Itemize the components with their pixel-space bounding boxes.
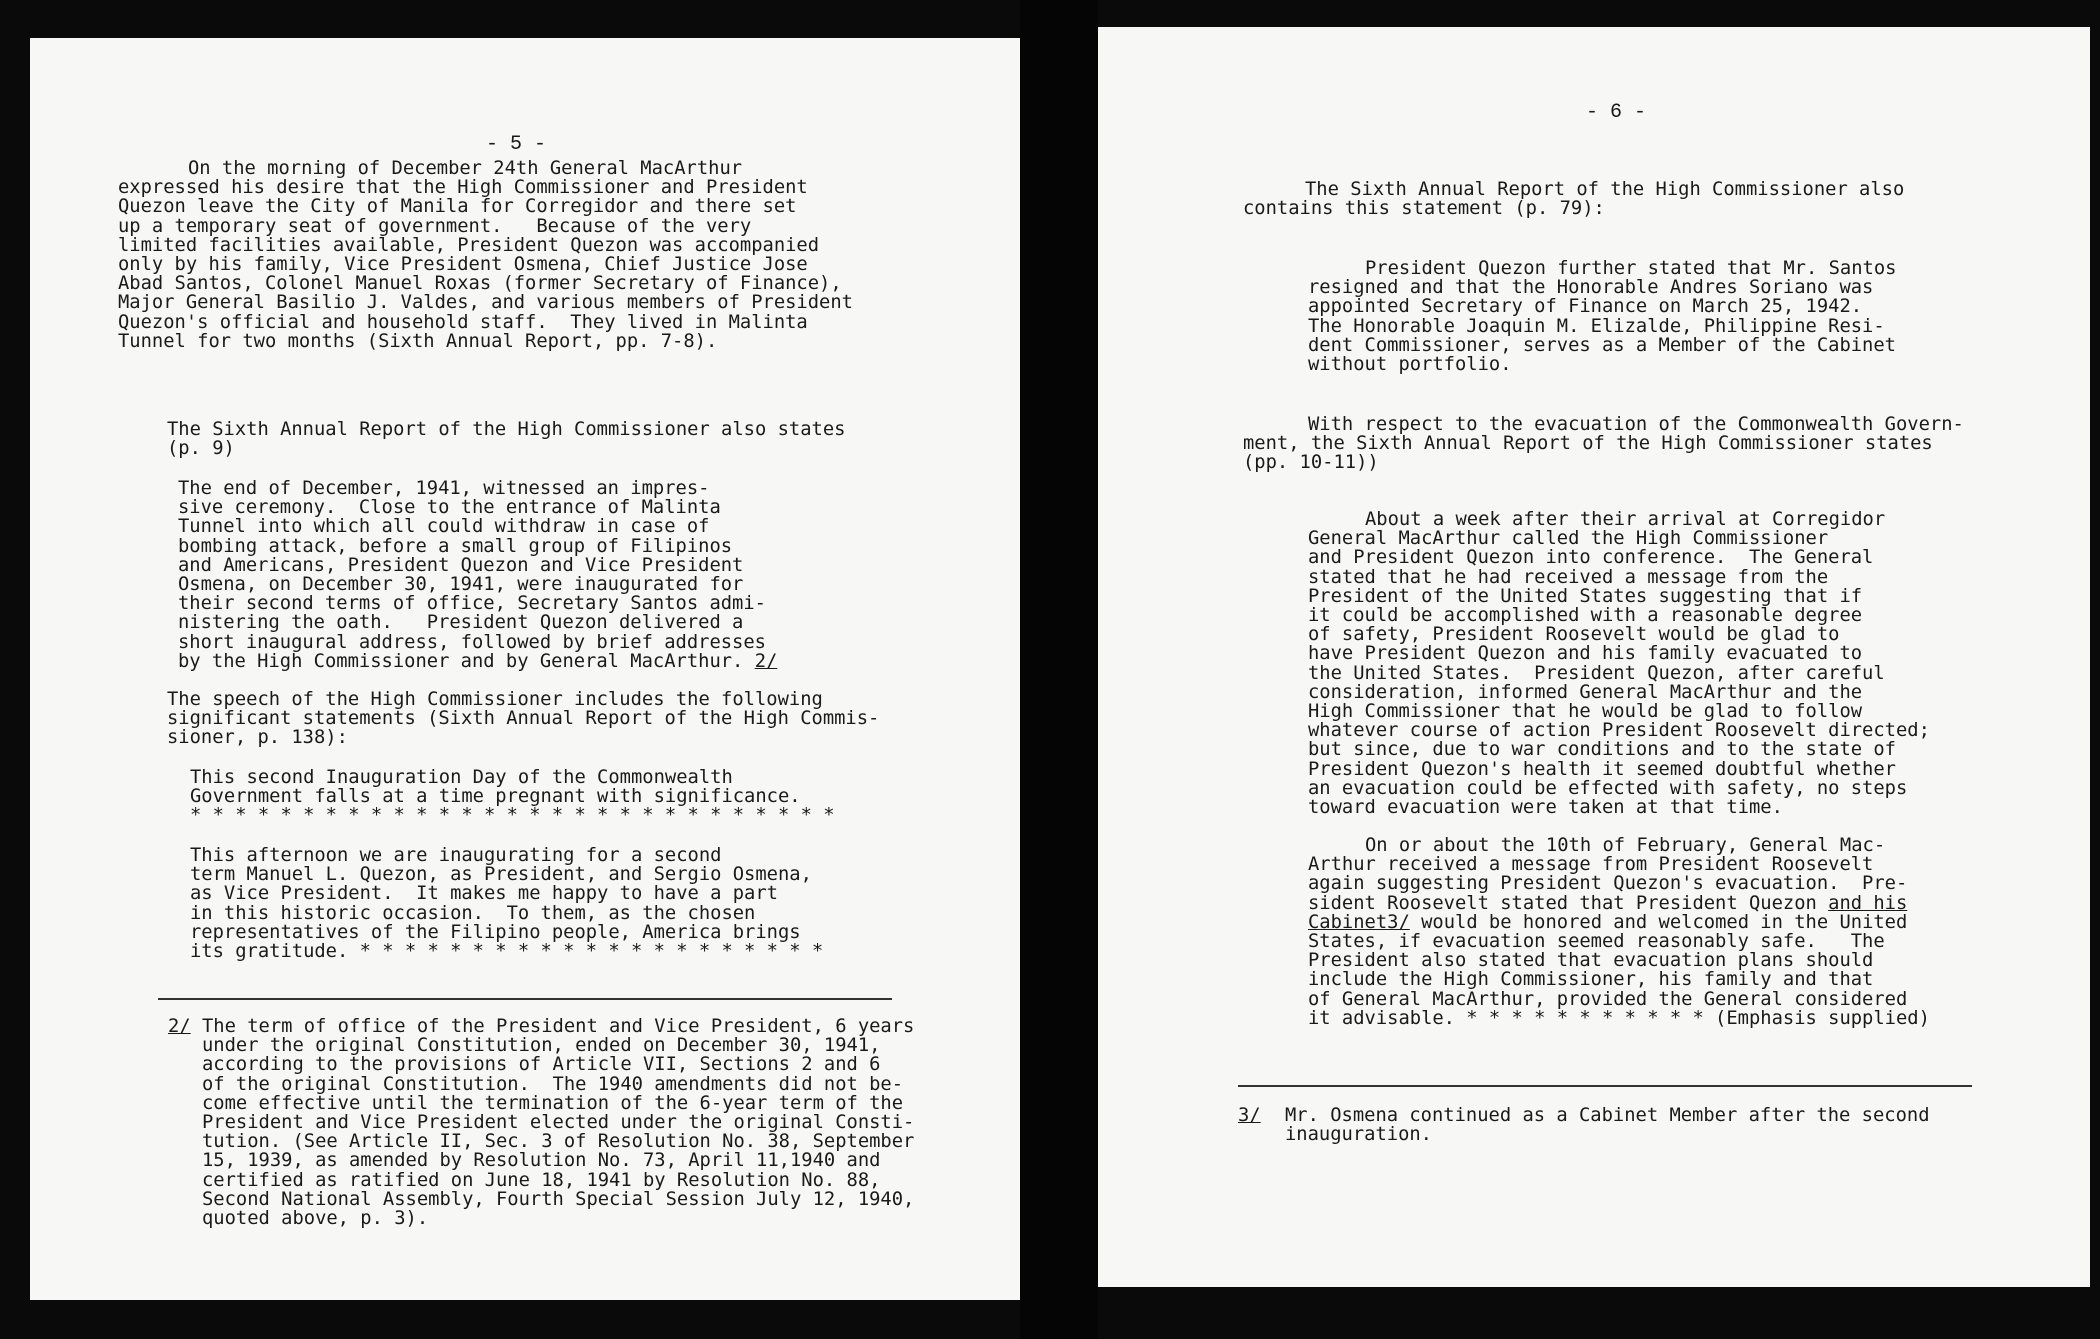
paragraph-speech-intro: The speech of the High Commissioner includes the following significant statements (Sixth Annual Report of the High Commis- sioner, p. 138): bbox=[167, 689, 880, 749]
document-page-5 bbox=[30, 38, 1020, 1300]
footnote-reference[interactable]: 2/ bbox=[754, 650, 778, 672]
binder-gutter bbox=[1020, 0, 1098, 1339]
emphasis-underline: and his bbox=[1828, 892, 1908, 914]
footnote-divider bbox=[1238, 1085, 1972, 1087]
footnote-divider bbox=[158, 998, 892, 1000]
footnote-marker: 2/ bbox=[168, 1016, 191, 1037]
document-page-6 bbox=[1098, 27, 2090, 1287]
block-quote-inaugurating: This afternoon we are inaugurating for a second term Manuel L. Quezon, as President, and Sergio Osmena, as Vice President. It makes me happy to have a part in this historic occasion. To them, as the chosen representatives of the Filipino people, America brings its gratitude. * * * * * * * * * * * * * * * * * * * * * bbox=[190, 845, 824, 963]
footnote-text: The term of office of the President and Vice President, 6 years under the original Constitution, ended on December 30, 1941, according to the provisions of Article VII, Sections 2 and 6 of the original Constitution. The 1940 amendments did not be- come effective until the termination of the 6-year term of the President and Vice President elected under the original Consti- tution. (See Article II, Sec. 3 of Resolution No. 38, September 15, 1939, as amended by Resolution No. 73, April 11,1940 and certified as ratified on June 18, 1941 by Resolution No. 88, Second National Assembly, Fourth Special Session July 12, 1940, quoted above, p. 3). bbox=[202, 1016, 915, 1230]
footnote-marker: 3/ bbox=[1238, 1105, 1261, 1126]
paragraph-text: On the morning of December 24th General MacArthur expressed his desire that the High Commissioner and President Quezon leave the City of Manila for Corregidor and there set up a temporary seat of government. Because of the very limited facilities available, President Quezon was accompanied only by his family, Vice President Osmena, Chief Justice Jose Abad Santos, Colonel Manuel Roxas (former Secretary of Finance), Major General Basilio J. Valdes, and various members of President Quezon's official and household staff. They lived in Malinta Tunnel for two months (Sixth Annual Report, pp. 7-8). bbox=[118, 158, 853, 352]
block-quote-santos-resigned: President Quezon further stated that Mr. Santos resigned and that the Honorable Andres Soriano was appointed Secretary of Finance on March 25, 1942. The Honorable Joaquin M. Elizalde, Philippine Resi- dent Commissioner, serves as a Member of the Cabinet without portfolio. bbox=[1308, 258, 1897, 376]
block-quote-10th-february: On or about the 10th of February, General Mac- Arthur received a message from President Roosevelt again suggesting President Quezon's evacuation. Pre- sident Roosevelt stated that President Quezon and his Cabinet3/ would be honored and welcomed in the United States, if evacuation seemed reasonably safe. The President also stated that evacuation plans should include the High Commissioner, his family and that of General MacArthur, provided the General considered it advisable. * * * * * * * * * * * (Emphasis supplied) bbox=[1308, 835, 1930, 1029]
block-quote-inauguration-day: This second Inauguration Day of the Commonwealth Government falls at a time pregnant with significance. * * * * * * * * * * * * * * * * * * * * * * * * * * * * * bbox=[190, 767, 835, 827]
page-number: - 6 - bbox=[1586, 101, 1647, 124]
paragraph-contains-statement: The Sixth Annual Report of the High Commissioner also contains this statement (p. 79): bbox=[1243, 179, 1905, 220]
block-quote-week-after-arrival: About a week after their arrival at Corregidor General MacArthur called the High Commissioner and President Quezon into conference. The General stated that he had received a message from the President of the United States suggesting that if it could be accomplished with a reasonable degree of safety, President Roosevelt would be glad to have President Quezon and his family evacuated to the United States. President Quezon, after careful consideration, informed General MacArthur and the High Commissioner that he would be glad to follow whatever course of action President Roosevelt directed; but since, due to war conditions and to the state of President Quezon's health it seemed doubtful whether an evacuation could be effected with safety, no steps toward evacuation were taken at that time. bbox=[1308, 509, 1930, 819]
paragraph-evacuation-intro: With respect to the evacuation of the Commonwealth Govern- ment, the Sixth Annual Report of the High Commissioner states (pp. 10-11)) bbox=[1243, 414, 1964, 474]
footnote-reference[interactable]: 3/ bbox=[1387, 911, 1410, 933]
page-number: - 5 - bbox=[486, 133, 547, 156]
paragraph-december-24 bbox=[118, 159, 853, 351]
footnote-text: Mr. Osmena continued as a Cabinet Member after the second inauguration. bbox=[1285, 1105, 1930, 1146]
paragraph-sixth-report-intro: The Sixth Annual Report of the High Commissioner also states (p. 9) bbox=[167, 419, 846, 460]
block-quote-ceremony: The end of December, 1941, witnessed an impres- sive ceremony. Close to the entrance of Malinta Tunnel into which all could withdraw in case of bombing attack, before a small group of Filipinos and Americans, President Quezon and Vice President Osmena, on December 30, 1941, were inaugurated for their second terms of office, Secretary Santos admi- nistering the oath. President Quezon delivered a short inaugural address, followed by brief addresses by the High Commissioner and by General MacArthur. 2/ bbox=[178, 478, 778, 672]
emphasis-underline: Cabinet bbox=[1308, 911, 1388, 933]
